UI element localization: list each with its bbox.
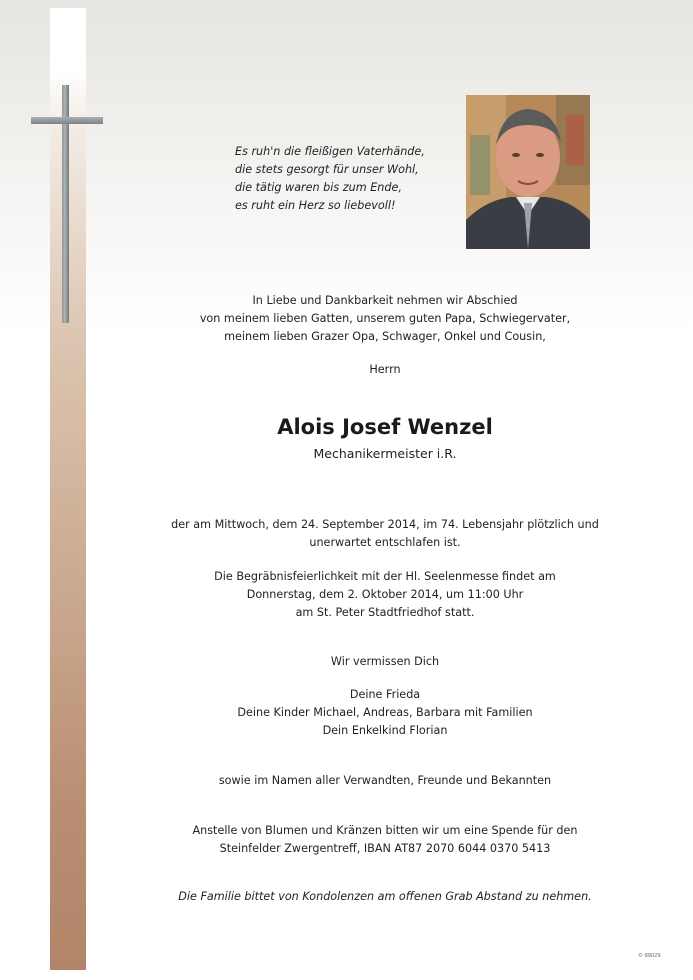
intro-text	[100, 292, 670, 346]
funeral-details	[100, 568, 670, 622]
verse-line: Es ruh'n die fleißigen Vaterhände,	[235, 145, 425, 158]
funeral-line: Die Begräbnisfeierlichkeit mit der Hl. Seelenmesse findet am	[214, 570, 556, 583]
family-line: Dein Enkelkind Florian	[322, 724, 448, 737]
family-list	[100, 686, 670, 740]
deceased-name: Alois Josef Wenzel	[277, 415, 493, 439]
closing-note: Die Familie bittet von Kondolenzen am offenen Grab Abstand zu nehmen.	[178, 890, 592, 903]
funeral-line: am St. Peter Stadtfriedhof statt.	[295, 606, 475, 619]
miss-you-text: Wir vermissen Dich	[330, 655, 440, 668]
death-notice-line: der am Mittwoch, dem 24. September 2014, im 74. Lebensjahr plötzlich und	[171, 518, 599, 531]
cross-icon-crossbar	[31, 117, 103, 124]
verse-line: es ruht ein Herz so liebevoll!	[235, 199, 396, 212]
salutation: Herrn	[369, 363, 401, 376]
death-notice-line: unerwartet entschlafen ist.	[309, 536, 461, 549]
relatives-text: sowie im Namen aller Verwandten, Freunde und Bekannten	[218, 774, 552, 787]
family-line: Deine Frieda	[349, 688, 421, 701]
funeral-line: Donnerstag, dem 2. Oktober 2014, um 11:00 Uhr	[246, 588, 524, 601]
donation-line: Anstelle von Blumen und Kränzen bitten wir um eine Spende für den	[192, 824, 578, 837]
donation-request	[100, 822, 670, 858]
deceased-title: Mechanikermeister i.R.	[313, 446, 457, 461]
death-notice	[100, 516, 670, 552]
portrait-photo	[466, 95, 590, 249]
family-line: Deine Kinder Michael, Andreas, Barbara mit Familien	[237, 706, 533, 719]
verse-line: die stets gesorgt für unser Wohl,	[235, 163, 419, 176]
verse-line: die tätig waren bis zum Ende,	[235, 181, 402, 194]
print-mark: © 89029	[638, 953, 661, 959]
intro-line: von meinem lieben Gatten, unserem guten Papa, Schwiegervater,	[199, 312, 571, 325]
donation-line: Steinfelder Zwergentreff, IBAN AT87 2070 6044 0370 5413	[219, 842, 551, 855]
memorial-verse	[235, 143, 455, 215]
intro-line: In Liebe und Dankbarkeit nehmen wir Abschied	[252, 294, 518, 307]
intro-line: meinem lieben Grazer Opa, Schwager, Onkel und Cousin,	[224, 330, 546, 343]
